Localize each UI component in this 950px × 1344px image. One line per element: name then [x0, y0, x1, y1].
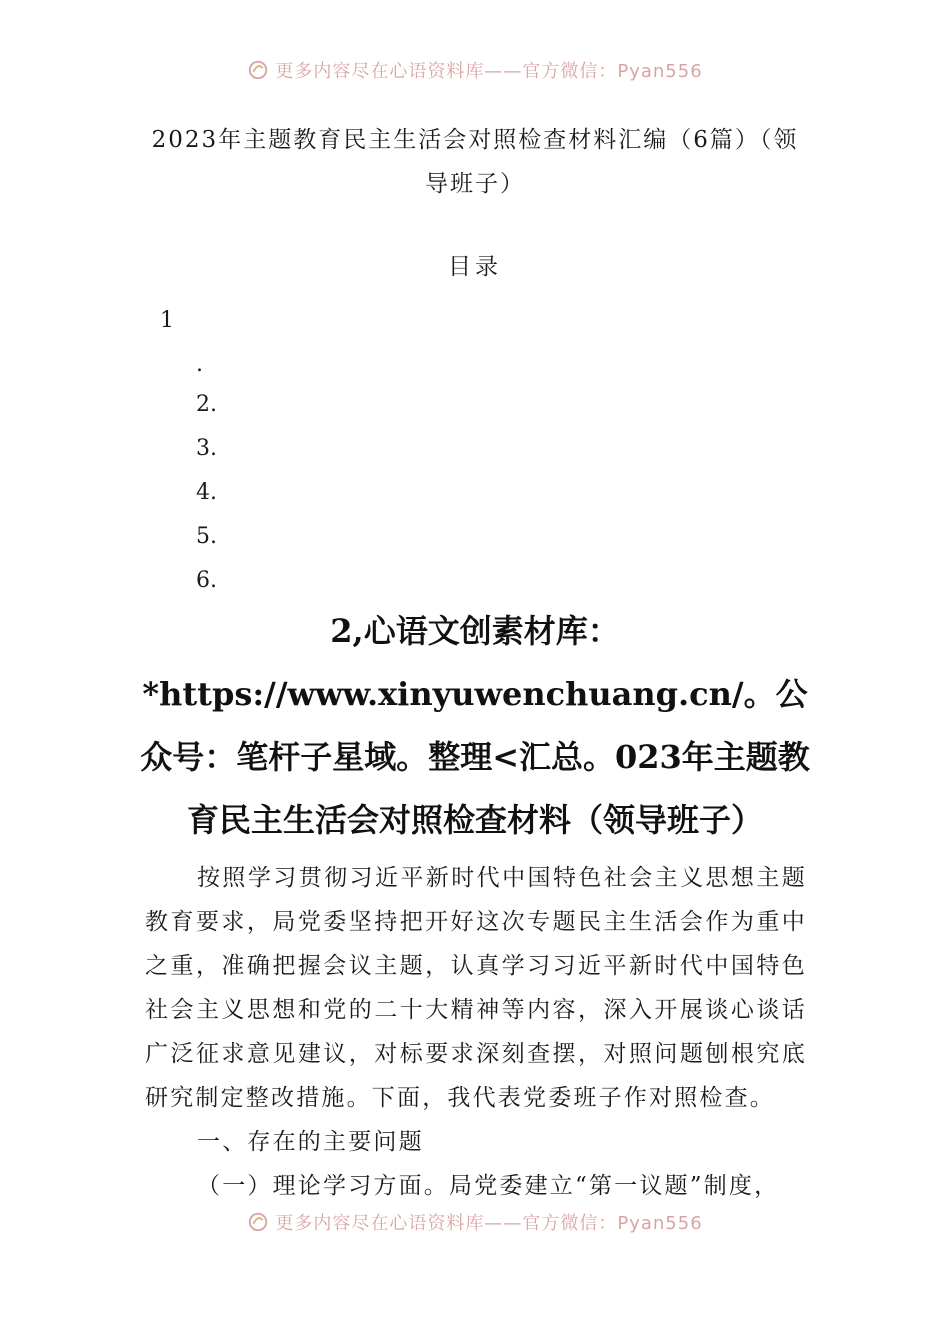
- watermark-top: [0, 58, 950, 82]
- logo-icon: [247, 1211, 269, 1233]
- watermark-bottom: [0, 1210, 950, 1234]
- watermark-text: 更多内容尽在心语资料库——官方微信：Pyan556: [275, 1213, 703, 1234]
- toc-item: 1: [160, 308, 174, 333]
- logo-icon: [247, 59, 269, 81]
- document-title: 2023年主题教育民主生活会对照检查材料汇编（6篇）（领导班子）: [151, 127, 799, 197]
- toc-item: .: [196, 352, 203, 377]
- section-heading: 2,心语文创素材库：*https://www.xinyuwenchuang.cn/。公众号：笔杆子星域。整理<汇总。023年主题教育民主生活会对照检查材料（领导班子）: [140, 612, 810, 839]
- body-paragraph: 按照学习贯彻习近平新时代中国特色社会主义思想主题教育要求，局党委坚持把开好这次专题民主生活会作为重中之重，准确把握会议主题，认真学习习近平新时代中国特色社会主义思想和党的二十大精神等内容，深入开展谈心谈话广泛征求意见建议，对标要求深刻查摆，对照问题刨根究底研究制定整改措施。下面，我代表党委班子作对照检查。: [145, 865, 807, 1111]
- toc-item: 6.: [196, 568, 217, 593]
- toc-item: 4.: [196, 480, 217, 505]
- body-text: [145, 856, 807, 1208]
- toc-item: 2.: [196, 392, 217, 417]
- section-subheading: 一、存在的主要问题: [197, 1129, 424, 1155]
- toc-heading: 目录: [448, 254, 502, 280]
- watermark-text: 更多内容尽在心语资料库——官方微信：Pyan556: [275, 61, 703, 82]
- toc-item: 5.: [196, 524, 217, 549]
- toc-item: 3.: [196, 436, 217, 461]
- body-paragraph: （一）理论学习方面。局党委建立“第一议题”制度，: [197, 1173, 780, 1199]
